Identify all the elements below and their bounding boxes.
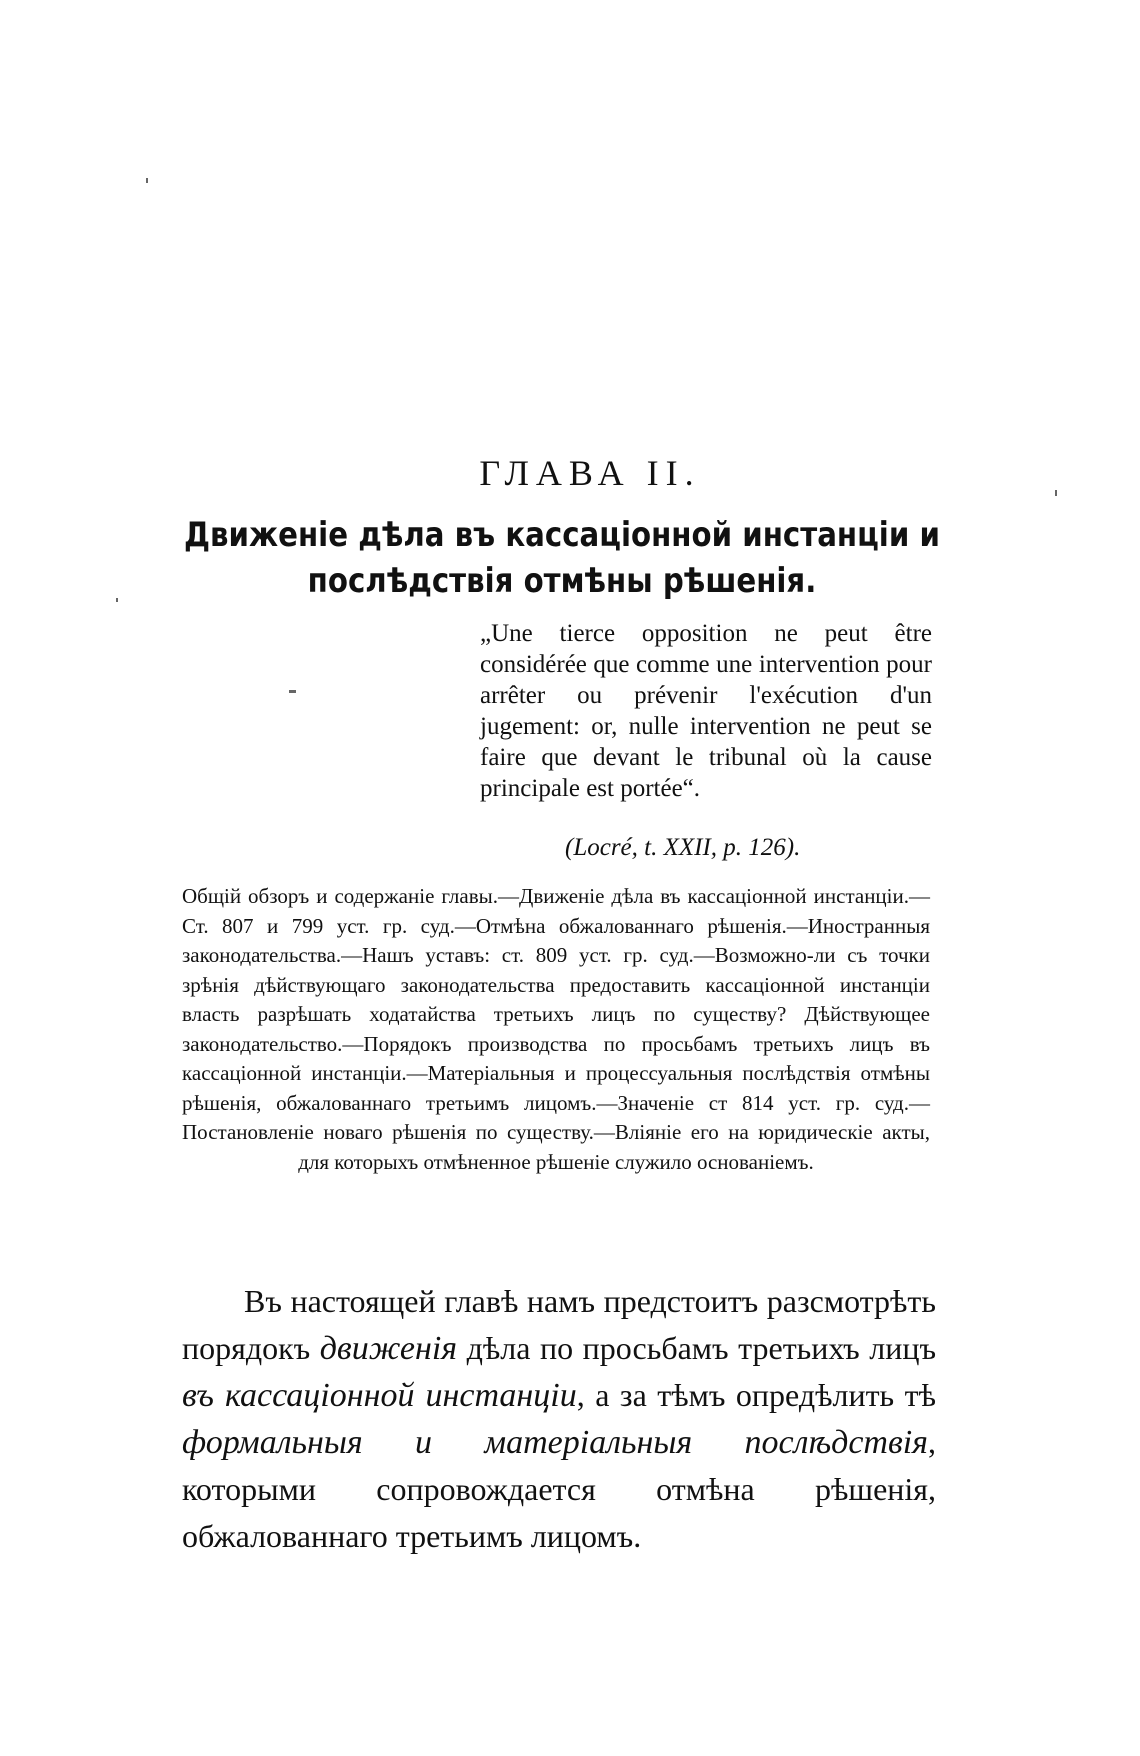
body-text-1: Въ настоящей главѣ намъ предстоитъ разсмотрѣть порядокъ (182, 1283, 936, 1366)
body-paragraph (182, 1278, 936, 1560)
scan-speck (116, 598, 118, 602)
scan-speck (289, 690, 296, 693)
chapter-number: ГЛАВА II. (479, 453, 701, 493)
chapter-summary: Общій обзоръ и содержаніе главы.—Движеніе дѣла въ кассаціонной инстанціи.—Ст. 807 и 799 уст. гр. суд.—Отмѣна обжалованнаго рѣшенія.—Иностранныя законодательства.—Нашъ уставъ: ст. 809 уст. гр. суд.—Возможно-ли съ точки зрѣнія дѣйствующаго законодательства предоставить кассаціонной инстанціи власть разрѣшать ходатайства третьихъ лицъ по существу? Дѣйствующее законодательство.—Порядокъ производства по просьбамъ третьихъ лицъ въ кассаціонной инстанціи.—Матеріальныя и процессуальныя послѣдствія отмѣны рѣшенія, обжалованнаго третьимъ лицомъ.—Значеніе ст 814 уст. гр. суд.—Постановленіе новаго рѣшенія по существу.—Вліяніе его на юридическіе акты, для которыхъ отмѣненное рѣшеніе служило основаніемъ. (182, 884, 930, 1174)
epigraph-source: (Locré, t. XXII, p. 126). (565, 834, 801, 861)
body-text-2: дѣла по просьбамъ третьихъ лицъ (457, 1330, 936, 1366)
body-text-3: , а за тѣмъ опредѣлить тѣ (576, 1377, 936, 1413)
scan-speck (146, 178, 148, 183)
epigraph-quote: „Une tierce opposition ne peut être considérée que comme une intervention pour arrêter ou prévenir l'exécution d'un jugement: or, nulle intervention ne peut se faire que devant le tribunal où la cause principale est portée“. (480, 620, 932, 802)
body-emphasis-2: въ кассаціонной инстанціи (182, 1377, 577, 1414)
scan-speck (1055, 490, 1057, 496)
body-text-4: , которыми сопровождается отмѣна рѣшенія, обжалованнаго третьимъ лицомъ. (182, 1424, 936, 1554)
body-emphasis-3: формальныя и матеріальныя послѣдствія (182, 1424, 928, 1461)
chapter-title: Движеніе дѣла въ кассаціонной инстанціи и послѣдствія отмѣны рѣшенія. (184, 515, 940, 601)
body-emphasis-1: движенія (319, 1330, 458, 1367)
